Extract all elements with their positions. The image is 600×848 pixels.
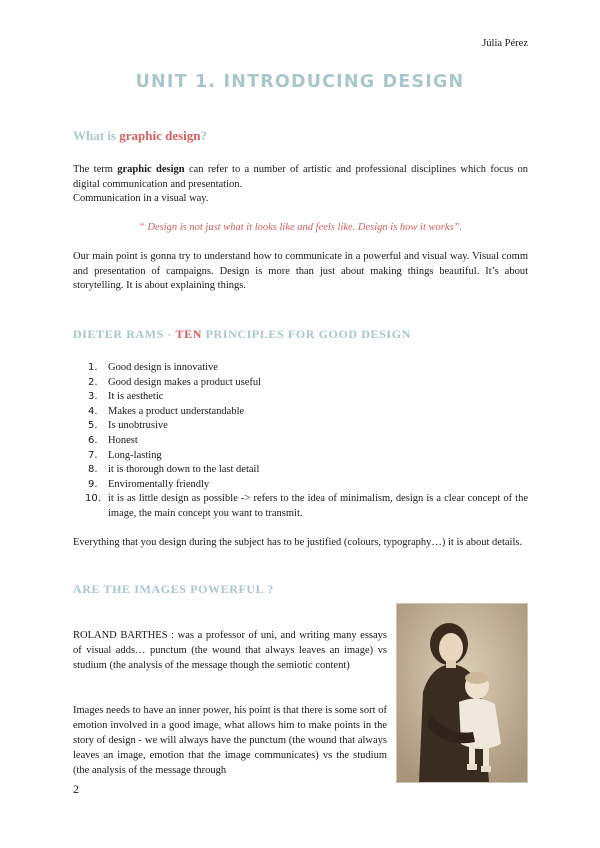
list-item xyxy=(73,376,528,391)
list-number: 7. xyxy=(88,449,98,461)
list-text: it is as little design as possible -> refers to the idea of minimalism, design is a clear concept of the image, the main concept you want to transmit. xyxy=(108,493,528,519)
section-heading-images: ARE THE IMAGES POWERFUL ? xyxy=(73,582,274,596)
list-text: Good design is innovative xyxy=(108,362,218,373)
list-item xyxy=(73,492,528,521)
list-number: 6. xyxy=(88,434,98,446)
list-item xyxy=(73,449,528,464)
list-item xyxy=(73,405,528,420)
design-quote: “ Design is not just what it looks like and feels like. Design is how it works”. xyxy=(138,222,463,233)
author-name: Júlia Pérez xyxy=(482,38,528,49)
list-text: It is aesthetic xyxy=(108,391,164,403)
list-text: Makes a product understandable xyxy=(108,405,245,417)
list-item xyxy=(73,463,528,478)
principles-list xyxy=(73,361,528,522)
definition-line-2: Communication in a visual way. xyxy=(73,193,209,204)
definition-paragraph xyxy=(73,163,528,207)
main-point-paragraph: Our main point is gonna try to understand how to communicate in a powerful and visual way. Visual comm and presentation of campaigns. Design is more than just about making things beautiful. It’s about storytelling. It is about explaining things. xyxy=(73,251,528,291)
list-number: 3. xyxy=(88,391,98,403)
definition-text-end: can refer to a number of artistic and professional disciplines which focus on digital communication and presentation. xyxy=(73,164,528,190)
list-item xyxy=(73,419,528,434)
heading-accent: TEN xyxy=(175,327,203,341)
heading-suffix: PRINCIPLES FOR GOOD DESIGN xyxy=(202,327,411,341)
list-text: Is unobtrusive xyxy=(108,420,168,432)
list-text: it is thorough down to the last detail xyxy=(108,464,260,476)
list-number: 4. xyxy=(88,405,98,417)
barthes-paragraph: ROLAND BARTHES : was a professor of uni, and writing many essays of visual adds… punctum (the wound that always leaves an image) vs studium (the analysis of the message though the semiotic content) xyxy=(73,630,387,671)
heading-prefix: What is xyxy=(73,128,120,143)
list-number: 2. xyxy=(88,376,98,388)
list-text: Enviromentally friendly xyxy=(108,478,210,490)
list-item xyxy=(73,434,528,449)
section-heading-graphic-design xyxy=(73,128,207,144)
list-number: 8. xyxy=(88,464,98,476)
list-item xyxy=(73,361,528,376)
list-text: Honest xyxy=(108,434,138,446)
heading-prefix: DIETER RAMS - xyxy=(73,327,176,341)
justification-paragraph: Everything that you design during the subject has to be justified (colours, typography…) it is about details. xyxy=(73,537,523,548)
list-number: 5. xyxy=(88,420,98,432)
definition-term: graphic design xyxy=(117,164,185,175)
inner-power-paragraph: Images needs to have an inner power, his point is that there is some sort of emotion involved in a good image, what allows him to make points in the story of design - we will always have the punctum (the wound that always leaves an image, emotion that the image communicates) vs the studium (the analysis of the message through xyxy=(73,705,387,776)
list-text: Good design makes a product useful xyxy=(108,376,262,388)
definition-text-start: The term xyxy=(73,164,118,175)
page-number: 2 xyxy=(73,782,79,796)
heading-accent: graphic design xyxy=(119,128,201,143)
page-title: UNIT 1. INTRODUCING DESIGN xyxy=(135,72,465,92)
section-heading-dieter-rams xyxy=(73,327,411,342)
heading-suffix: ? xyxy=(200,128,207,143)
list-text: Long-lasting xyxy=(108,449,162,461)
list-number: 1. xyxy=(88,362,98,373)
list-item xyxy=(73,478,528,493)
list-number: 10. xyxy=(85,493,101,505)
vintage-photo xyxy=(396,603,528,783)
list-item xyxy=(73,390,528,405)
list-number: 9. xyxy=(88,478,98,490)
